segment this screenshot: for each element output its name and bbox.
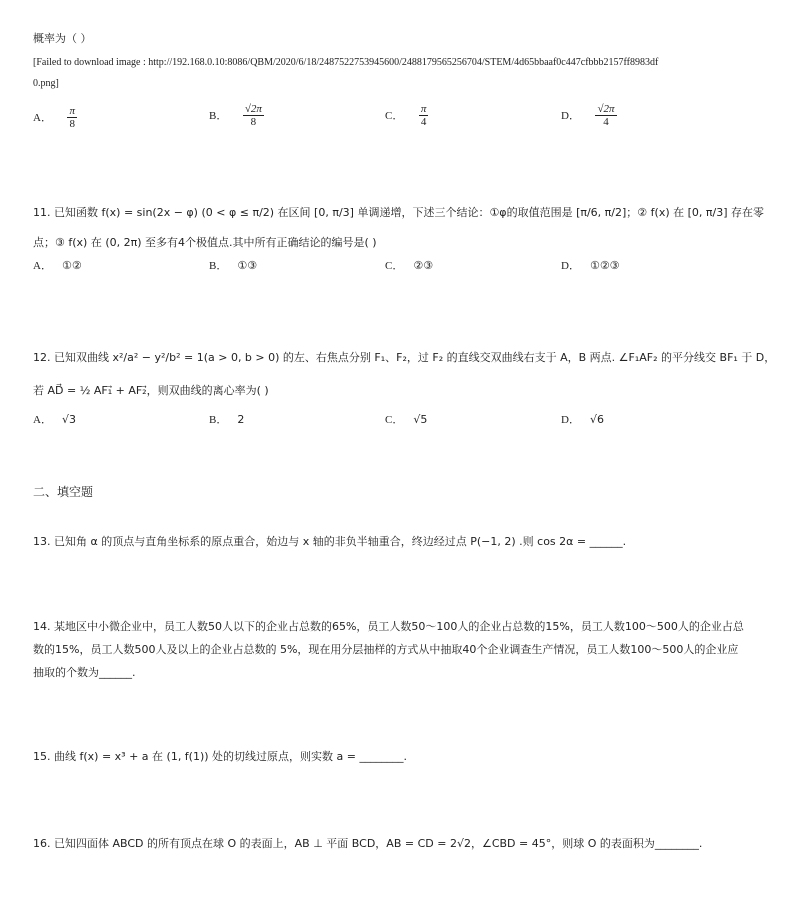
q13-text: 13. 已知角 α 的顶点与直角坐标系的原点重合，始边与 x 轴的非负半轴重合，终边经过点 P(−1, 2) .则 cos 2α = ______.: [33, 535, 627, 548]
q11-option-b: B． ①③: [209, 259, 258, 272]
q12-line-1: 12. 已知双曲线 x²/a² − y²/b² = 1(a > 0, b > 0) 的左、右焦点分别 F₁、F₂，过 F₂ 的直线交双曲线右支于 A，B 两点. ∠F₁AF₂ 的平分线交 BF₁ 于 D，: [33, 351, 776, 364]
q11-option-c: C． ②③: [385, 259, 434, 272]
q15-text: 15. 曲线 f(x) = x³ + a 在 (1, f(1)) 处的切线过原点，则实数 a = ________.: [33, 750, 407, 763]
q10-option-b: B． $\frac{√2\pi}{8}$: [209, 103, 262, 128]
q12-line-2: 若 AD⃗ = ½ AF₁⃗ + AF₂⃗，则双曲线的离心率为( ): [33, 384, 269, 397]
q12-option-a: A． √3: [33, 413, 76, 426]
q11-option-a: A． ①②: [33, 259, 82, 272]
q10-option-a: A． $\frac{\pi}{8}$: [33, 105, 75, 130]
section-title-fill-in: 二、填空题: [33, 485, 94, 499]
q14-line-3: 抽取的个数为______.: [33, 666, 136, 679]
q16-text: 16. 已知四面体 ABCD 的所有顶点在球 O 的表面上，AB ⊥ 平面 BCD，AB = CD = 2√2，∠CBD = 45°，则球 O 的表面积为________.: [33, 837, 703, 850]
q14-line-2: 数的15%，员工人数500人及以上的企业占总数的 5%，现在用分层抽样的方式从中抽取40个企业调查生产情况，员工人数100～500人的企业应: [33, 643, 739, 656]
q12-option-d: D． √6: [561, 413, 604, 426]
q11-line-2: 点；③ f(x) 在 (0, 2π) 至多有4个极值点.其中所有正确结论的编号是( ): [33, 236, 377, 249]
q10-tail: 概率为（ ）: [33, 32, 92, 45]
image-error-line-1: [Failed to download image : http://192.168.0.10:8086/QBM/2020/6/18/2487522753945600/2488179565256704/STEM/4d65bbaaf0c447cfbbb2157ff8983df: [33, 57, 659, 68]
q12-option-c: C． √5: [385, 413, 428, 426]
q10-option-c: C． $\frac{\pi}{4}$: [385, 103, 427, 128]
q14-line-1: 14. 某地区中小微企业中，员工人数50人以下的企业占总数的65%，员工人数50～100人的企业占总数的15%，员工人数100～500人的企业占总: [33, 620, 744, 633]
q11-option-d: D． ①②③: [561, 259, 620, 272]
q11-line-1: 11. 已知函数 f(x) = sin(2x − φ) (0 < φ ≤ π/2) 在区间 [0, π/3] 单调递增，下述三个结论：①φ的取值范围是 [π/6, π/2]；② f(x) 在 [0, π/3] 存在零: [33, 206, 765, 219]
q12-option-b: B． 2: [209, 413, 245, 426]
q10-option-d: D． $\frac{√2\pi}{4}$: [561, 103, 615, 128]
image-error-line-2: 0.png]: [33, 78, 59, 89]
